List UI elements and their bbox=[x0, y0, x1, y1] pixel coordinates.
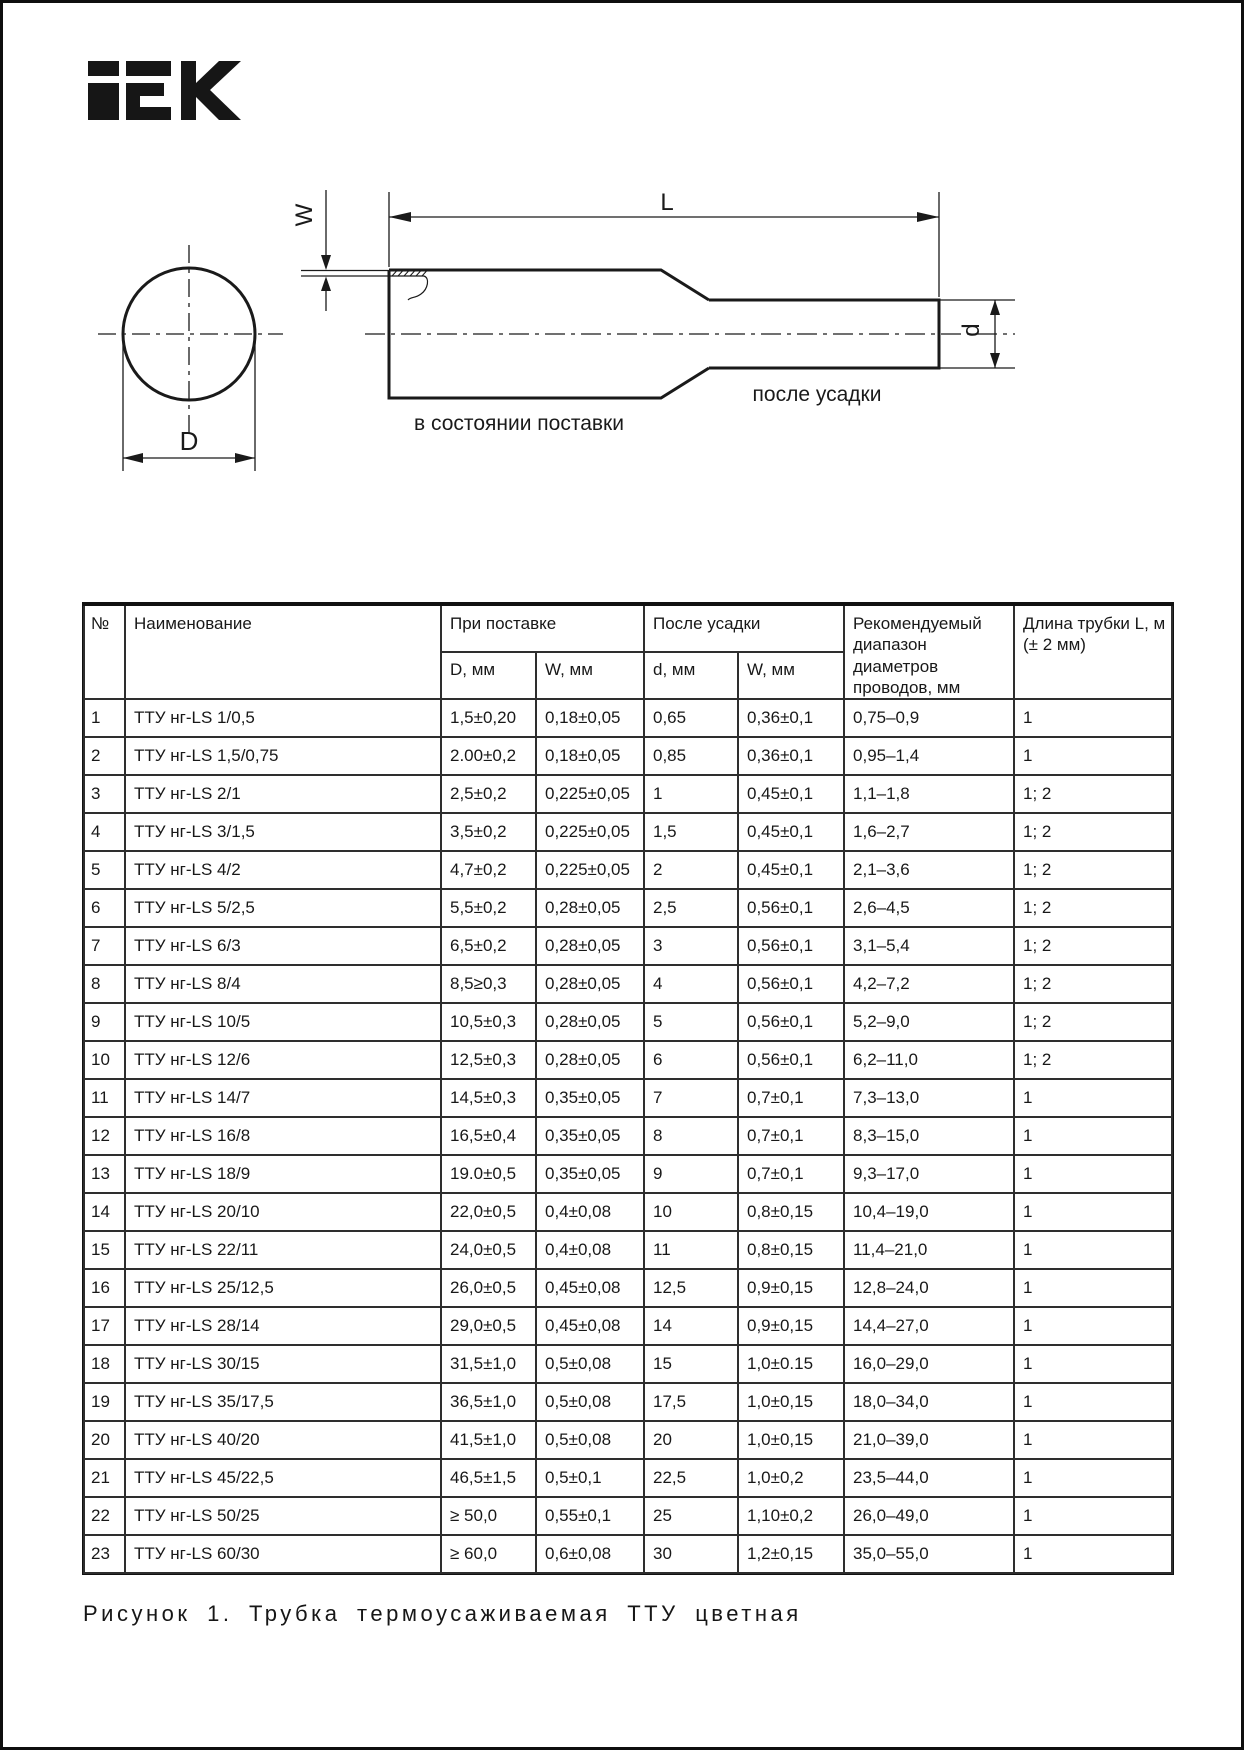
header-shrink-w: W, мм bbox=[738, 652, 844, 699]
table-cell: 1,5±0,20 bbox=[441, 699, 536, 737]
table-cell: ТТУ нг-LS 3/1,5 bbox=[125, 813, 441, 851]
spec-table-body bbox=[84, 699, 1172, 1573]
table-cell: 1 bbox=[1014, 1497, 1172, 1535]
table-cell: 9 bbox=[84, 1003, 125, 1041]
table-row bbox=[84, 1079, 1172, 1117]
table-cell: 0,7±0,1 bbox=[738, 1155, 844, 1193]
table-cell: ТТУ нг-LS 60/30 bbox=[125, 1535, 441, 1573]
header-length bbox=[1014, 605, 1172, 700]
table-cell: 1; 2 bbox=[1014, 927, 1172, 965]
table-cell: 12,5 bbox=[644, 1269, 738, 1307]
table-cell: 3,5±0,2 bbox=[441, 813, 536, 851]
table-row bbox=[84, 1041, 1172, 1079]
table-cell: 9 bbox=[644, 1155, 738, 1193]
table-cell: 8,3–15,0 bbox=[844, 1117, 1014, 1155]
table-cell: 0,28±0,05 bbox=[536, 927, 644, 965]
table-row bbox=[84, 775, 1172, 813]
table-cell: 0,45±0,1 bbox=[738, 775, 844, 813]
label-shrunk: после усадки bbox=[752, 383, 882, 406]
table-row bbox=[84, 737, 1172, 775]
table-cell: 0,225±0,05 bbox=[536, 851, 644, 889]
table-row bbox=[84, 1535, 1172, 1573]
table-cell: 2.00±0,2 bbox=[441, 737, 536, 775]
table-cell: 1 bbox=[1014, 1117, 1172, 1155]
table-cell: 18,0–34,0 bbox=[844, 1383, 1014, 1421]
table-cell: 6,2–11,0 bbox=[844, 1041, 1014, 1079]
table-cell: 11 bbox=[644, 1231, 738, 1269]
table-cell: 2,1–3,6 bbox=[844, 851, 1014, 889]
table-cell: 1,0±0.15 bbox=[738, 1345, 844, 1383]
table-cell: 23 bbox=[84, 1535, 125, 1573]
table-cell: 5 bbox=[84, 851, 125, 889]
table-cell: 1 bbox=[1014, 1155, 1172, 1193]
table-cell: ТТУ нг-LS 20/10 bbox=[125, 1193, 441, 1231]
table-cell: 1 bbox=[1014, 1535, 1172, 1573]
table-cell: 12,8–24,0 bbox=[844, 1269, 1014, 1307]
table-cell: 2 bbox=[644, 851, 738, 889]
header-row-groups bbox=[84, 605, 1172, 653]
table-cell: 1 bbox=[644, 775, 738, 813]
dim-w-arrow-down bbox=[321, 255, 331, 270]
table-row bbox=[84, 1497, 1172, 1535]
table-cell: 1,1–1,8 bbox=[844, 775, 1014, 813]
table-cell: 0,18±0,05 bbox=[536, 699, 644, 737]
table-cell: 0,35±0,05 bbox=[536, 1155, 644, 1193]
table-cell: ТТУ нг-LS 50/25 bbox=[125, 1497, 441, 1535]
header-num: № bbox=[84, 605, 125, 700]
table-cell: 1 bbox=[1014, 1307, 1172, 1345]
table-cell: 10,4–19,0 bbox=[844, 1193, 1014, 1231]
table-cell: 41,5±1,0 bbox=[441, 1421, 536, 1459]
table-cell: 1 bbox=[84, 699, 125, 737]
table-cell: 0,35±0,05 bbox=[536, 1117, 644, 1155]
table-cell: ТТУ нг-LS 22/11 bbox=[125, 1231, 441, 1269]
table-cell: 1,6–2,7 bbox=[844, 813, 1014, 851]
table-cell: 0,28±0,05 bbox=[536, 1041, 644, 1079]
header-range: Рекомендуемый диапазон диаметров проводов, мм bbox=[844, 605, 1014, 700]
table-cell: 0,55±0,1 bbox=[536, 1497, 644, 1535]
table-cell: 1 bbox=[1014, 699, 1172, 737]
table-cell: 0,95–1,4 bbox=[844, 737, 1014, 775]
table-cell: ≥ 60,0 bbox=[441, 1535, 536, 1573]
table-cell: 18 bbox=[84, 1345, 125, 1383]
table-cell: 0,225±0,05 bbox=[536, 775, 644, 813]
table-cell: 4 bbox=[644, 965, 738, 1003]
table-cell: 0,28±0,05 bbox=[536, 889, 644, 927]
table-cell: 0,8±0,15 bbox=[738, 1193, 844, 1231]
table-cell: 1; 2 bbox=[1014, 813, 1172, 851]
table-cell: ТТУ нг-LS 18/9 bbox=[125, 1155, 441, 1193]
table-cell: 19 bbox=[84, 1383, 125, 1421]
table-cell: 11 bbox=[84, 1079, 125, 1117]
table-cell: 16,0–29,0 bbox=[844, 1345, 1014, 1383]
table-cell: 0,5±0,1 bbox=[536, 1459, 644, 1497]
table-cell: 1,10±0,2 bbox=[738, 1497, 844, 1535]
header-group-shrink: После усадки bbox=[644, 605, 844, 653]
table-cell: 22 bbox=[84, 1497, 125, 1535]
table-cell: ТТУ нг-LS 1,5/0,75 bbox=[125, 737, 441, 775]
table-row bbox=[84, 965, 1172, 1003]
dim-w-arrow-up bbox=[321, 277, 331, 292]
table-cell: ТТУ нг-LS 35/17,5 bbox=[125, 1383, 441, 1421]
table-cell: 7 bbox=[644, 1079, 738, 1117]
table-cell: 0,75–0,9 bbox=[844, 699, 1014, 737]
table-cell: 5,5±0,2 bbox=[441, 889, 536, 927]
table-cell: 0,4±0,08 bbox=[536, 1193, 644, 1231]
iek-logo bbox=[88, 61, 241, 120]
figure-caption: Рисунок 1. Трубка термоусаживаемая ТТУ цветная bbox=[83, 1601, 802, 1626]
table-cell: 22,0±0,5 bbox=[441, 1193, 536, 1231]
table-cell: 2,5 bbox=[644, 889, 738, 927]
table-row bbox=[84, 1117, 1172, 1155]
spec-table bbox=[83, 603, 1173, 1574]
table-cell: 0,36±0,1 bbox=[738, 737, 844, 775]
table-row bbox=[84, 1345, 1172, 1383]
table-cell: 1; 2 bbox=[1014, 889, 1172, 927]
table-cell: 0,45±0,08 bbox=[536, 1269, 644, 1307]
logo-k-arms bbox=[196, 61, 241, 120]
table-cell: 1 bbox=[1014, 1193, 1172, 1231]
table-cell: 1; 2 bbox=[1014, 851, 1172, 889]
table-row bbox=[84, 699, 1172, 737]
table-cell: 17 bbox=[84, 1307, 125, 1345]
table-cell: 5 bbox=[644, 1003, 738, 1041]
table-cell: 11,4–21,0 bbox=[844, 1231, 1014, 1269]
table-cell: 0,65 bbox=[644, 699, 738, 737]
table-cell: 16 bbox=[84, 1269, 125, 1307]
table-row bbox=[84, 1231, 1172, 1269]
table-cell: 1 bbox=[1014, 1079, 1172, 1117]
table-cell: 12,5±0,3 bbox=[441, 1041, 536, 1079]
table-cell: 35,0–55,0 bbox=[844, 1535, 1014, 1573]
table-cell: 0,85 bbox=[644, 737, 738, 775]
table-cell: 20 bbox=[644, 1421, 738, 1459]
table-cell: ТТУ нг-LS 6/3 bbox=[125, 927, 441, 965]
dim-d-arrow-right bbox=[235, 453, 255, 463]
table-cell: 26,0–49,0 bbox=[844, 1497, 1014, 1535]
table-cell: 9,3–17,0 bbox=[844, 1155, 1014, 1193]
table-cell: 0,56±0,1 bbox=[738, 889, 844, 927]
table-cell: 0,56±0,1 bbox=[738, 1041, 844, 1079]
table-row bbox=[84, 851, 1172, 889]
header-group-supply: При поставке bbox=[441, 605, 644, 653]
table-cell: 24,0±0,5 bbox=[441, 1231, 536, 1269]
table-cell: 1,2±0,15 bbox=[738, 1535, 844, 1573]
table-cell: 10 bbox=[84, 1041, 125, 1079]
table-cell: 8 bbox=[644, 1117, 738, 1155]
table-cell: 10 bbox=[644, 1193, 738, 1231]
table-cell: 26,0±0,5 bbox=[441, 1269, 536, 1307]
table-row bbox=[84, 1383, 1172, 1421]
table-cell: 15 bbox=[644, 1345, 738, 1383]
table-cell: ТТУ нг-LS 4/2 bbox=[125, 851, 441, 889]
header-shrink-d: d, мм bbox=[644, 652, 738, 699]
header-name: Наименование bbox=[125, 605, 441, 700]
table-cell: 0,56±0,1 bbox=[738, 927, 844, 965]
table-cell: 0,28±0,05 bbox=[536, 965, 644, 1003]
table-cell: ТТУ нг-LS 5/2,5 bbox=[125, 889, 441, 927]
table-cell: 4,7±0,2 bbox=[441, 851, 536, 889]
table-cell: 8,5≥0,3 bbox=[441, 965, 536, 1003]
dim-dd-arrow-down bbox=[990, 353, 1000, 368]
header-length-line2: (± 2 мм) bbox=[1023, 635, 1086, 655]
table-cell: 16,5±0,4 bbox=[441, 1117, 536, 1155]
table-cell: 0,7±0,1 bbox=[738, 1079, 844, 1117]
table-cell: 36,5±1,0 bbox=[441, 1383, 536, 1421]
table-row bbox=[84, 1155, 1172, 1193]
table-cell: 12 bbox=[84, 1117, 125, 1155]
dim-d-arrow-left bbox=[123, 453, 143, 463]
table-cell: 0,5±0,08 bbox=[536, 1345, 644, 1383]
table-cell: 1,0±0,2 bbox=[738, 1459, 844, 1497]
logo-i-body bbox=[88, 83, 119, 120]
table-cell: 0,45±0,08 bbox=[536, 1307, 644, 1345]
table-row bbox=[84, 1459, 1172, 1497]
table-cell: 21 bbox=[84, 1459, 125, 1497]
table-cell: 46,5±1,5 bbox=[441, 1459, 536, 1497]
header-supply-d: D, мм bbox=[441, 652, 536, 699]
table-cell: ТТУ нг-LS 45/22,5 bbox=[125, 1459, 441, 1497]
table-cell: 1; 2 bbox=[1014, 965, 1172, 1003]
table-row bbox=[84, 1421, 1172, 1459]
table-cell: 14,5±0,3 bbox=[441, 1079, 536, 1117]
table-cell: 21,0–39,0 bbox=[844, 1421, 1014, 1459]
table-cell: 14,4–27,0 bbox=[844, 1307, 1014, 1345]
technical-diagram bbox=[3, 153, 1103, 483]
dim-dd-arrow-up bbox=[990, 300, 1000, 315]
table-cell: ТТУ нг-LS 1/0,5 bbox=[125, 699, 441, 737]
table-cell: 1; 2 bbox=[1014, 775, 1172, 813]
table-cell: 1 bbox=[1014, 1421, 1172, 1459]
table-cell: 0,225±0,05 bbox=[536, 813, 644, 851]
table-cell: 3 bbox=[644, 927, 738, 965]
table-cell: 1 bbox=[1014, 737, 1172, 775]
header-supply-w: W, мм bbox=[536, 652, 644, 699]
table-cell: 8 bbox=[84, 965, 125, 1003]
table-cell: 0,18±0,05 bbox=[536, 737, 644, 775]
logo-e-top bbox=[126, 61, 171, 76]
table-cell: 1 bbox=[1014, 1269, 1172, 1307]
table-cell: 6 bbox=[644, 1041, 738, 1079]
table-cell: 1 bbox=[1014, 1383, 1172, 1421]
table-row bbox=[84, 1003, 1172, 1041]
table-cell: 19.0±0,5 bbox=[441, 1155, 536, 1193]
table-cell: ТТУ нг-LS 8/4 bbox=[125, 965, 441, 1003]
dim-label-d-outer: D bbox=[179, 426, 199, 456]
table-cell: ТТУ нг-LS 30/15 bbox=[125, 1345, 441, 1383]
table-cell: 13 bbox=[84, 1155, 125, 1193]
table-cell: 0,6±0,08 bbox=[536, 1535, 644, 1573]
table-cell: 7 bbox=[84, 927, 125, 965]
table-cell: 29,0±0,5 bbox=[441, 1307, 536, 1345]
table-row bbox=[84, 813, 1172, 851]
dim-label-l: L bbox=[660, 189, 674, 216]
table-cell: 31,5±1,0 bbox=[441, 1345, 536, 1383]
table-row bbox=[84, 889, 1172, 927]
table-cell: ТТУ нг-LS 2/1 bbox=[125, 775, 441, 813]
table-cell: 0,7±0,1 bbox=[738, 1117, 844, 1155]
table-cell: 2,6–4,5 bbox=[844, 889, 1014, 927]
table-cell: 0,8±0,15 bbox=[738, 1231, 844, 1269]
table-cell: 1,0±0,15 bbox=[738, 1383, 844, 1421]
table-cell: 5,2–9,0 bbox=[844, 1003, 1014, 1041]
table-cell: 23,5–44,0 bbox=[844, 1459, 1014, 1497]
table-cell: 2,5±0,2 bbox=[441, 775, 536, 813]
logo-i-dot bbox=[88, 61, 119, 76]
logo-k-stem bbox=[181, 61, 196, 120]
table-cell: 0,35±0,05 bbox=[536, 1079, 644, 1117]
table-cell: 25 bbox=[644, 1497, 738, 1535]
table-cell: 0,4±0,08 bbox=[536, 1231, 644, 1269]
dim-l-arrow-right bbox=[917, 212, 939, 222]
table-cell: 1,5 bbox=[644, 813, 738, 851]
dim-label-d-inner: d bbox=[958, 323, 985, 337]
table-cell: 6 bbox=[84, 889, 125, 927]
table-cell: 0,5±0,08 bbox=[536, 1383, 644, 1421]
table-row bbox=[84, 1193, 1172, 1231]
table-cell: 1 bbox=[1014, 1345, 1172, 1383]
table-cell: 0,56±0,1 bbox=[738, 1003, 844, 1041]
table-cell: ТТУ нг-LS 40/20 bbox=[125, 1421, 441, 1459]
table-cell: 20 bbox=[84, 1421, 125, 1459]
table-cell: 7,3–13,0 bbox=[844, 1079, 1014, 1117]
table-cell: 0,5±0,08 bbox=[536, 1421, 644, 1459]
table-cell: 17,5 bbox=[644, 1383, 738, 1421]
table-cell: 30 bbox=[644, 1535, 738, 1573]
table-cell: ТТУ нг-LS 14/7 bbox=[125, 1079, 441, 1117]
table-cell: 3,1–5,4 bbox=[844, 927, 1014, 965]
wall-cut-curve bbox=[408, 276, 428, 300]
table-cell: ТТУ нг-LS 10/5 bbox=[125, 1003, 441, 1041]
table-row bbox=[84, 1307, 1172, 1345]
table-row bbox=[84, 1269, 1172, 1307]
table-cell: ≥ 50,0 bbox=[441, 1497, 536, 1535]
table-cell: 6,5±0,2 bbox=[441, 927, 536, 965]
table-cell: 0,45±0,1 bbox=[738, 851, 844, 889]
table-cell: 14 bbox=[644, 1307, 738, 1345]
table-cell: 1; 2 bbox=[1014, 1003, 1172, 1041]
table-cell: 0,9±0,15 bbox=[738, 1307, 844, 1345]
table-cell: ТТУ нг-LS 12/6 bbox=[125, 1041, 441, 1079]
table-cell: 14 bbox=[84, 1193, 125, 1231]
table-cell: 3 bbox=[84, 775, 125, 813]
logo-e-body bbox=[126, 83, 171, 120]
dim-label-w: W bbox=[291, 203, 318, 227]
table-cell: 1 bbox=[1014, 1231, 1172, 1269]
table-cell: ТТУ нг-LS 16/8 bbox=[125, 1117, 441, 1155]
table-cell: 0,45±0,1 bbox=[738, 813, 844, 851]
table-cell: 22,5 bbox=[644, 1459, 738, 1497]
table-cell: ТТУ нг-LS 28/14 bbox=[125, 1307, 441, 1345]
table-cell: 4,2–7,2 bbox=[844, 965, 1014, 1003]
table-cell: 1 bbox=[1014, 1459, 1172, 1497]
table-cell: 2 bbox=[84, 737, 125, 775]
table-row bbox=[84, 927, 1172, 965]
table-cell: 10,5±0,3 bbox=[441, 1003, 536, 1041]
table-cell: 0,9±0,15 bbox=[738, 1269, 844, 1307]
table-cell: 1,0±0,15 bbox=[738, 1421, 844, 1459]
table-cell: 0,28±0,05 bbox=[536, 1003, 644, 1041]
table-cell: ТТУ нг-LS 25/12,5 bbox=[125, 1269, 441, 1307]
table-cell: 0,36±0,1 bbox=[738, 699, 844, 737]
dim-l-arrow-left bbox=[389, 212, 411, 222]
table-cell: 4 bbox=[84, 813, 125, 851]
header-length-line1: Длина трубки L, м bbox=[1023, 614, 1166, 633]
table-cell: 1; 2 bbox=[1014, 1041, 1172, 1079]
table-cell: 15 bbox=[84, 1231, 125, 1269]
table-cell: 0,56±0,1 bbox=[738, 965, 844, 1003]
label-supplied: в состоянии поставки bbox=[414, 412, 624, 435]
